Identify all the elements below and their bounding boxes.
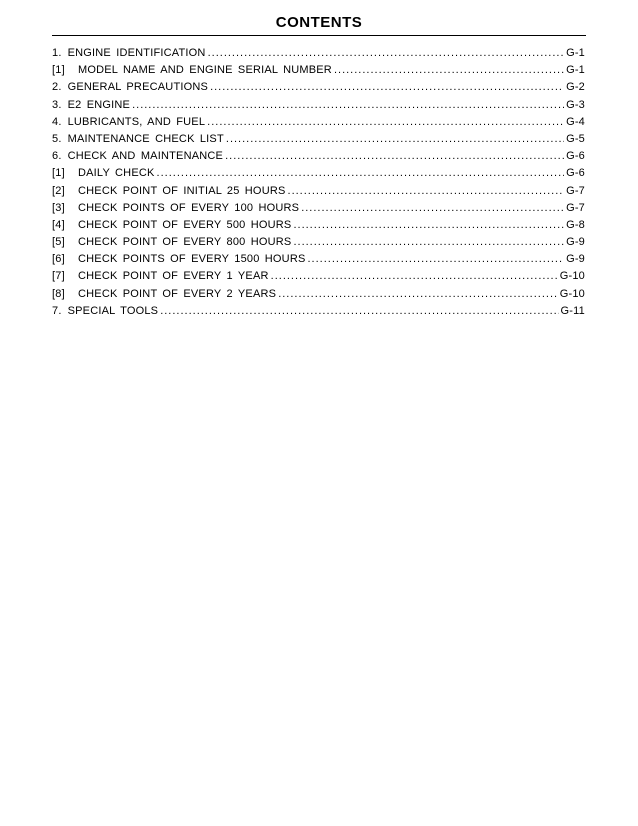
toc-entry-title: LUBRICANTS, AND FUEL: [67, 115, 206, 128]
toc-entry-title: MODEL NAME AND ENGINE SERIAL NUMBER: [78, 64, 332, 77]
toc-entry-number: [8]: [52, 287, 65, 300]
dot-leader: [278, 286, 558, 303]
toc-entry-number: [2]: [52, 184, 65, 197]
toc-entry-title: CHECK POINTS OF EVERY 1500 HOURS: [78, 253, 306, 266]
toc-entry[interactable]: [52, 268, 585, 285]
toc-entry-title: E2 ENGINE: [67, 98, 131, 111]
toc-entry[interactable]: [52, 79, 585, 96]
toc-entry-page: G-4: [566, 115, 585, 128]
toc-entry[interactable]: [52, 251, 585, 268]
toc-entry-page: G-6: [566, 150, 585, 163]
toc-entry[interactable]: [52, 217, 585, 234]
toc-entry-page: G-1: [566, 64, 585, 77]
dot-leader: [334, 62, 564, 79]
toc-entry-title: CHECK POINT OF EVERY 500 HOURS: [78, 218, 292, 231]
toc-entry-page: G-7: [566, 184, 585, 197]
toc-entry-page: G-7: [566, 201, 585, 214]
toc-entry-number: [4]: [52, 218, 65, 231]
toc-entry-title: GENERAL PRECAUTIONS: [67, 81, 209, 94]
dot-leader: [293, 217, 564, 234]
toc-entry-number: 1.: [52, 47, 62, 59]
toc-entry-title: CHECK POINT OF EVERY 1 YEAR: [78, 270, 269, 283]
toc-entry-title: ENGINE IDENTIFICATION: [67, 47, 206, 59]
toc-entry[interactable]: [52, 131, 585, 148]
toc-entry-page: G-6: [566, 167, 585, 180]
toc-entry-page: G-8: [566, 218, 585, 231]
toc-entry-number: 4.: [52, 115, 62, 128]
toc-entry-number: [5]: [52, 236, 65, 249]
toc-entry[interactable]: [52, 62, 585, 79]
toc-entry-title: CHECK POINT OF INITIAL 25 HOURS: [78, 184, 286, 197]
toc-entry-page: G-9: [566, 253, 585, 266]
toc-entry-title: CHECK POINT OF EVERY 2 YEARS: [78, 287, 277, 300]
toc-entry-title: CHECK POINTS OF EVERY 100 HOURS: [78, 201, 300, 214]
toc-entry-title: CHECK AND MAINTENANCE: [67, 150, 224, 163]
dot-leader: [288, 183, 565, 200]
dot-leader: [308, 251, 565, 268]
toc-entry[interactable]: [52, 200, 585, 217]
table-of-contents: [52, 45, 585, 320]
toc-entry-title: MAINTENANCE CHECK LIST: [67, 132, 224, 145]
dot-leader: [226, 131, 564, 148]
toc-entry-page: G-11: [560, 304, 585, 317]
toc-entry-number: [1]: [52, 64, 65, 77]
toc-entry[interactable]: [52, 148, 585, 165]
dot-leader: [160, 303, 558, 320]
dot-leader: [132, 97, 564, 114]
toc-entry[interactable]: [52, 303, 585, 320]
title-underline: [52, 35, 586, 36]
dot-leader: [271, 268, 558, 285]
toc-entry-number: 6.: [52, 150, 62, 163]
toc-entry-title: SPECIAL TOOLS: [67, 304, 159, 317]
dot-leader: [293, 234, 564, 251]
toc-entry[interactable]: [52, 183, 585, 200]
toc-entry[interactable]: [52, 234, 585, 251]
toc-entry-number: [3]: [52, 201, 65, 214]
dot-leader: [157, 165, 565, 182]
toc-entry-page: G-9: [566, 236, 585, 249]
toc-entry[interactable]: [52, 165, 585, 182]
toc-entry-page: G-5: [566, 132, 585, 145]
toc-entry-number: 2.: [52, 81, 62, 94]
toc-entry-title: CHECK POINT OF EVERY 800 HOURS: [78, 236, 292, 249]
toc-entry-page: G-10: [559, 287, 585, 300]
page-title: CONTENTS: [275, 14, 363, 31]
toc-entry-title: DAILY CHECK: [78, 167, 155, 180]
toc-entry[interactable]: [52, 45, 585, 62]
toc-entry-page: G-1: [566, 47, 585, 59]
dot-leader: [210, 79, 564, 96]
dot-leader: [225, 148, 564, 165]
toc-entry-number: [7]: [52, 270, 65, 283]
toc-entry-number: 5.: [52, 132, 62, 145]
toc-entry[interactable]: [52, 114, 585, 131]
toc-entry-number: [1]: [52, 167, 65, 180]
toc-entry-number: 3.: [52, 98, 62, 111]
toc-entry-number: 7.: [52, 304, 62, 317]
toc-entry[interactable]: [52, 286, 585, 303]
toc-entry-number: [6]: [52, 253, 65, 266]
dot-leader: [301, 200, 564, 217]
toc-entry-page: G-2: [566, 81, 585, 94]
toc-entry-page: G-10: [559, 270, 585, 283]
dot-leader: [207, 114, 564, 131]
dot-leader: [208, 45, 564, 62]
toc-entry-page: G-3: [566, 98, 585, 111]
toc-entry[interactable]: [52, 97, 585, 114]
